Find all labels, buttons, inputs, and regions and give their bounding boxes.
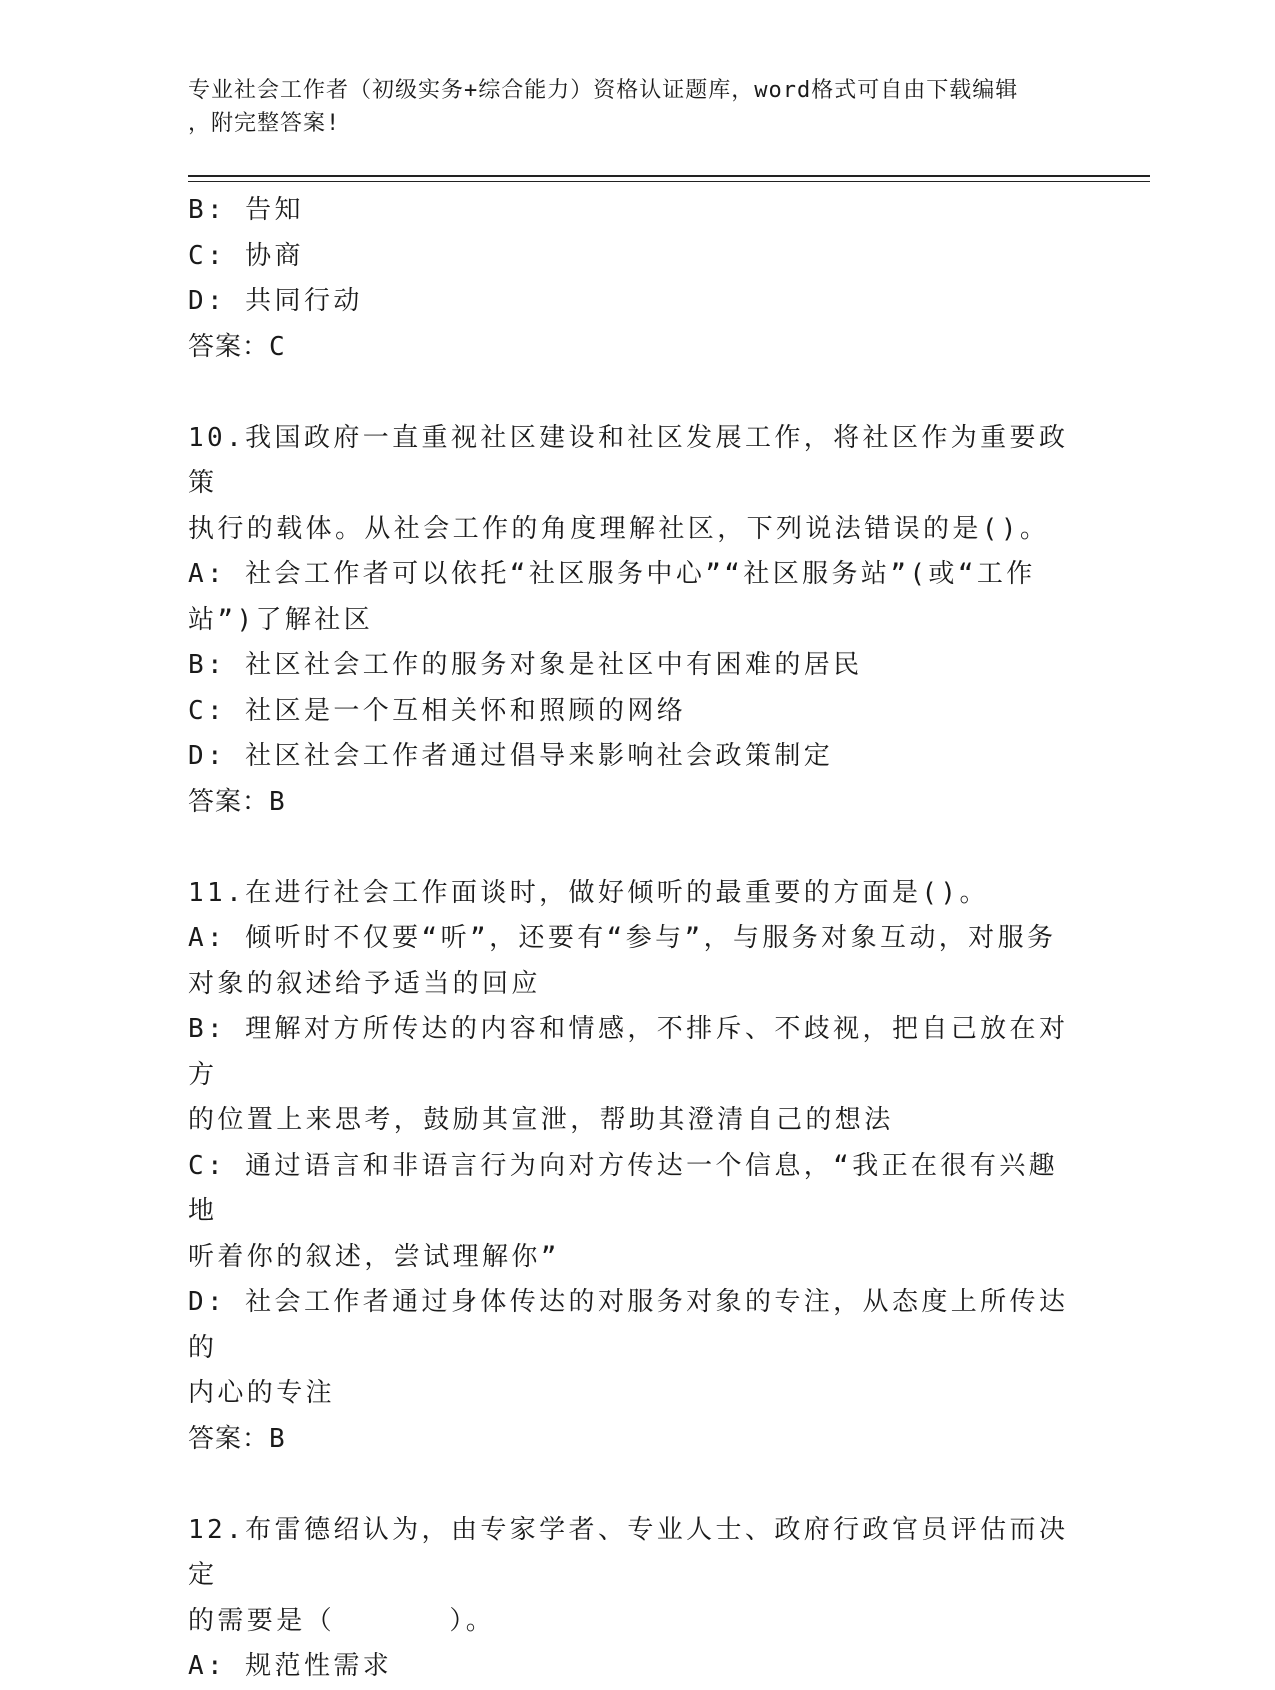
- question-10: [188, 416, 1078, 826]
- spacer: [188, 1462, 1078, 1508]
- option-b: B: 社区社会工作的服务对象是社区中有困难的居民: [188, 650, 863, 680]
- option-d: D: 社会工作者通过身体传达的对服务对象的专注，从态度上所传达的: [188, 1287, 1069, 1363]
- question-stem-cont: 执行的载体。从社会工作的角度理解社区，下列说法错误的是()。: [188, 513, 1050, 544]
- question-stem: 12.布雷德绍认为，由专家学者、专业人士、政府行政官员评估而决定: [188, 1514, 1069, 1590]
- option-d: D: 共同行动: [188, 286, 363, 316]
- option-a: A: 倾听时不仅要“听”，还要有“参与”，与服务对象互动，对服务: [188, 923, 1057, 953]
- spacer: [188, 825, 1078, 871]
- option-c: C: 通过语言和非语言行为向对方传达一个信息，“我正在很有兴趣地: [188, 1150, 1059, 1226]
- header-divider-thin: [188, 181, 1150, 182]
- answer: 答案：B: [188, 1423, 286, 1454]
- header-title-line1: 专业社会工作者（初级实务+综合能力）资格认证题库，word格式可自由下载编辑: [188, 78, 1019, 103]
- option-d: D: 社区社会工作者通过倡导来影响社会政策制定: [188, 741, 834, 771]
- option-d-cont: 内心的专注: [188, 1378, 336, 1408]
- question-12: [188, 1508, 1078, 1690]
- question-9-tail: [188, 188, 1078, 370]
- option-b: B: 告知: [188, 195, 304, 225]
- question-stem: 11.在进行社会工作面谈时，做好倾听的最重要的方面是()。: [188, 877, 989, 908]
- option-b-cont: 的位置上来思考，鼓励其宣泄，帮助其澄清自己的想法: [188, 1105, 894, 1135]
- answer: 答案：C: [188, 331, 286, 362]
- option-c: C: 协商: [188, 240, 304, 271]
- question-content: [188, 188, 1078, 1690]
- option-c: C: 社区是一个互相关怀和照顾的网络: [188, 695, 687, 726]
- header-title-line2: ，附完整答案!: [188, 111, 341, 136]
- option-a: A: 社会工作者可以依托“社区服务中心”“社区服务站”(或“工作: [188, 559, 1036, 589]
- document-header: [188, 74, 1088, 140]
- option-b: B: 理解对方所传达的内容和情感，不排斥、不歧视，把自己放在对方: [188, 1014, 1069, 1090]
- question-stem-cont: 的需要是（ ）。: [188, 1605, 496, 1636]
- question-stem: 10.我国政府一直重视社区建设和社区发展工作，将社区作为重要政策: [188, 422, 1069, 498]
- option-a-cont: 站”)了解社区: [188, 604, 374, 635]
- header-divider-thick: [188, 175, 1150, 177]
- option-a-cont: 对象的叙述给予适当的回应: [188, 968, 541, 999]
- option-a: A: 规范性需求: [188, 1651, 393, 1681]
- answer: 答案：B: [188, 786, 286, 817]
- spacer: [188, 370, 1078, 416]
- question-11: [188, 871, 1078, 1463]
- option-c-cont: 听着你的叙述，尝试理解你”: [188, 1241, 560, 1272]
